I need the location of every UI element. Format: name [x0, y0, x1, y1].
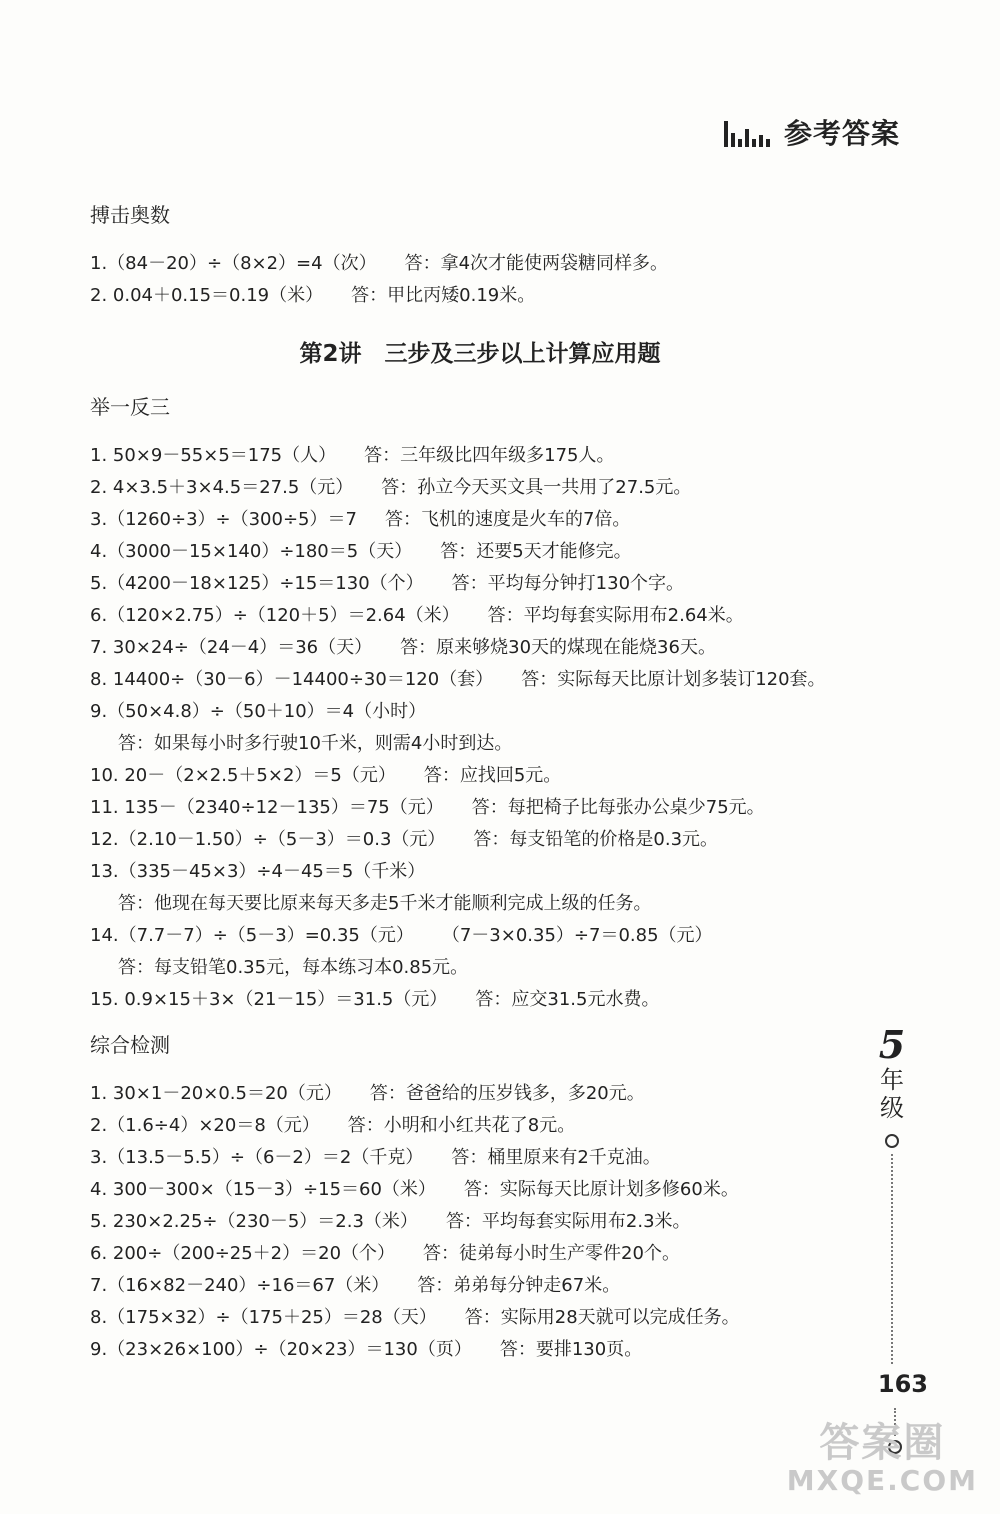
answer-line [90, 1206, 870, 1238]
formula-text: 2. 4×3.5＋3×4.5＝27.5（元） [90, 477, 354, 498]
answer-text: 答：拿4次才能使两袋糖同样多。 [404, 253, 669, 274]
grade-tab [862, 1024, 922, 1364]
formula-text: 14.（7.7－7）÷（5－3）=0.35（元） [90, 925, 414, 946]
formula-text: 8. 14400÷（30－6）－14400÷30＝120（套） [90, 669, 494, 690]
practice-list [90, 440, 870, 1016]
formula-text: 答：如果每小时多行驶10千米，则需4小时到达。 [118, 733, 513, 754]
answer-line [90, 1110, 870, 1142]
formula-text: 1. 50×9－55×5＝175（人） [90, 445, 337, 466]
test-list [90, 1078, 870, 1366]
formula-text: 9.（23×26×100）÷（20×23）＝130（页） [90, 1339, 472, 1360]
answer-text: 答：小明和小红共花了8元。 [347, 1115, 576, 1136]
formula-text: 4.（3000－15×140）÷180＝5（天） [90, 541, 413, 562]
watermark-line-1: 答案圈 [819, 1420, 946, 1466]
answer-line [90, 760, 870, 792]
answer-line [90, 1270, 870, 1302]
answer-text: 答：平均每套实际用布2.3米。 [445, 1211, 691, 1232]
section-heading-test: 综合检测 [90, 1033, 170, 1057]
answer-line [90, 952, 870, 984]
answer-text: 答：还要5天才能修完。 [440, 541, 632, 562]
answer-text: 答：平均每分钟打130个字。 [451, 573, 685, 594]
watermark [787, 1420, 978, 1496]
answer-text: 答：每把椅子比每张办公桌少75元。 [471, 797, 765, 818]
answer-text: 答：实际每天比原计划多装订120套。 [521, 669, 826, 690]
answer-line [90, 568, 870, 600]
answer-line [90, 632, 870, 664]
formula-text: 5. 230×2.25÷（230－5）＝2.3（米） [90, 1211, 418, 1232]
grade-number: 5 [878, 1022, 906, 1067]
answer-line [90, 824, 870, 856]
answer-line [90, 440, 870, 472]
formula-text: 3.（1260÷3）÷（300÷5）＝7 [90, 509, 357, 530]
page-header [724, 112, 900, 152]
answer-line [90, 536, 870, 568]
answer-text: 答：实际用28天就可以完成任务。 [464, 1307, 740, 1328]
formula-text: 2.（1.6÷4）×20＝8（元） [90, 1115, 320, 1136]
answer-content [90, 200, 870, 1366]
formula-text: 12.（2.10－1.50）÷（5－3）＝0.3（元） [90, 829, 446, 850]
answer-line [90, 1174, 870, 1206]
answer-text: 答：甲比丙矮0.19米。 [351, 285, 536, 306]
answer-text: 答：弟弟每分钟走67米。 [417, 1275, 621, 1296]
section-heading-olympiad: 搏击奥数 [90, 203, 170, 227]
formula-text: 7.（16×82－240）÷16＝67（米） [90, 1275, 390, 1296]
answer-text: 答：爸爸给的压岁钱多，多20元。 [369, 1083, 645, 1104]
answer-line [90, 1302, 870, 1334]
formula-text: 8.（175×32）÷（175＋25）＝28（天） [90, 1307, 437, 1328]
answer-line [90, 1238, 870, 1270]
formula-text: 1. 30×1－20×0.5＝20（元） [90, 1083, 342, 1104]
formula-text: 7. 30×24÷（24－4）＝36（天） [90, 637, 373, 658]
formula-text: 4. 300－300×（15－3）÷15＝60（米） [90, 1179, 436, 1200]
formula-text: 13.（335－45×3）÷4－45＝5（千米） [90, 861, 426, 882]
formula-text: 11. 135－（2340÷12－135）＝75（元） [90, 797, 444, 818]
lecture-title: 第2讲 三步及三步以上计算应用题 [299, 341, 661, 367]
answer-text: 答：徒弟每小时生产零件20个。 [423, 1243, 680, 1264]
grade-label-2: 级 [880, 1094, 904, 1122]
answer-text: （7－3×0.35）÷7＝0.85（元） [441, 925, 713, 946]
formula-text: 2. 0.04＋0.15＝0.19（米） [90, 285, 324, 306]
answer-line [90, 920, 870, 952]
watermark-line-2: MXQE.COM [786, 1464, 978, 1497]
answer-line [90, 888, 870, 920]
circle-icon [885, 1134, 899, 1148]
answer-line [90, 1334, 870, 1366]
answer-text: 答：桶里原来有2千克油。 [451, 1147, 661, 1168]
answer-text: 答：孙立今天买文具一共用了27.5元。 [381, 477, 692, 498]
formula-text: 6.（120×2.75）÷（120＋5）＝2.64（米） [90, 605, 460, 626]
answer-text: 答：应找回5元。 [423, 765, 562, 786]
answer-text: 答：每支铅笔的价格是0.3元。 [473, 829, 719, 850]
formula-text: 5.（4200－18×125）÷15＝130（个） [90, 573, 424, 594]
formula-text: 1.（84－20）÷（8×2）=4（次） [90, 253, 377, 274]
answer-line [90, 280, 870, 312]
answer-text: 答：要排130页。 [499, 1339, 643, 1360]
formula-text: 3.（13.5－5.5）÷（6－2）＝2（千克） [90, 1147, 424, 1168]
answer-line [90, 856, 870, 888]
answer-line [90, 472, 870, 504]
formula-text: 15. 0.9×15＋3×（21－15）＝31.5（元） [90, 989, 448, 1010]
answer-text: 答：平均每套实际用布2.64米。 [487, 605, 744, 626]
answer-text: 答：原来够烧30天的煤现在能烧36天。 [400, 637, 716, 658]
grade-label-1: 年 [880, 1066, 904, 1094]
answer-text: 答：飞机的速度是火车的7倍。 [384, 509, 631, 530]
bars-icon [724, 117, 770, 147]
formula-text: 答：每支铅笔0.35元，每本练习本0.85元。 [118, 957, 469, 978]
answer-text: 答：三年级比四年级多175人。 [364, 445, 615, 466]
formula-text: 6. 200÷（200÷25＋2）＝20（个） [90, 1243, 396, 1264]
formula-text: 9.（50×4.8）÷（50＋10）＝4（小时） [90, 701, 427, 722]
header-title: 参考答案 [783, 117, 900, 150]
dotted-divider [891, 1154, 893, 1364]
formula-text: 答：他现在每天要比原来每天多走5千米才能顺利完成上级的任务。 [118, 893, 652, 914]
answer-text: 答：应交31.5元水费。 [475, 989, 660, 1010]
answer-line [90, 792, 870, 824]
answer-line [90, 664, 870, 696]
answer-line [90, 1078, 870, 1110]
answer-line [90, 248, 870, 280]
answer-line [90, 728, 870, 760]
answer-line [90, 696, 870, 728]
answer-line [90, 984, 870, 1016]
answer-line [90, 504, 870, 536]
section-heading-practice: 举一反三 [90, 395, 170, 419]
answer-text: 答：实际每天比原计划多修60米。 [463, 1179, 739, 1200]
page-number: 163 [877, 1370, 928, 1398]
answer-line [90, 1142, 870, 1174]
answer-line [90, 600, 870, 632]
formula-text: 10. 20－（2×2.5＋5×2）＝5（元） [90, 765, 396, 786]
